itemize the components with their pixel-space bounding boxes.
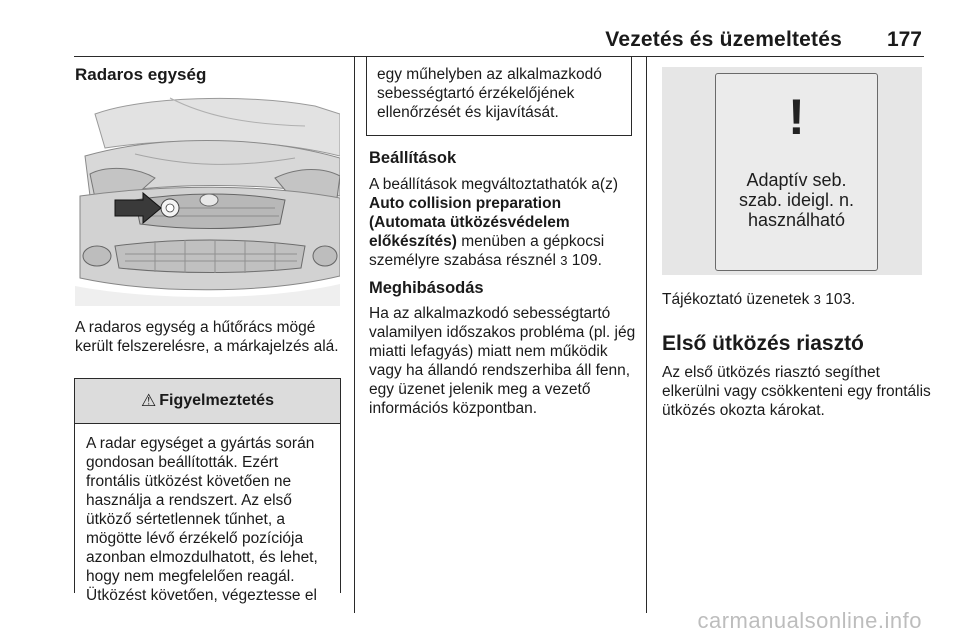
info-messages-ref-text: Tájékoztató üzenetek: [662, 291, 814, 308]
settings-text: [369, 175, 639, 270]
car-front-illustration: [75, 96, 340, 306]
warning-title: Figyelmeztetés: [159, 392, 274, 409]
warning-continued-text: egy műhelyben az alkalmazkodó sebességtartó érzékelőjének ellenőrzését és kijavítását.: [377, 66, 602, 121]
settings-page-ref: 109.: [567, 252, 602, 269]
fault-heading: Meghibásodás: [369, 279, 484, 297]
settings-text-after: menüben a gépkocsi személyre szabása résznél: [369, 233, 605, 269]
display-screen: [715, 73, 878, 271]
page-ref-arrow-icon: 3: [813, 292, 821, 307]
warning-triangle-icon: ⚠: [141, 391, 157, 410]
driver-info-display-illustration: [662, 67, 922, 275]
watermark: carmanualsonline.info: [697, 608, 922, 633]
page-number: 177: [886, 28, 922, 51]
column-divider-right: [646, 57, 647, 613]
display-message-line-2: szab. ideigl. n.: [738, 190, 855, 210]
section-title-radar-unit: Radaros egység: [75, 65, 207, 84]
radar-unit-description: A radaros egység a hűtőrács mögé került felszerelésre, a márkajelzés alá.: [75, 319, 339, 355]
info-messages-page-ref: 103.: [820, 291, 856, 308]
settings-heading: Beállítások: [369, 149, 457, 167]
warning-header: [75, 379, 340, 424]
display-message-line-3: használható: [747, 210, 846, 230]
warning-body: A radar egységet a gyártás során gondosan beállították. Ezért frontális ütközést követően ne használja a rendszert. Az első ütköző sértetlennek tűnhet, a mögötte lévő érzékelő pozíciója azonban elmozdulhatott, és lehet, hogy nem megfelelően reagál. Ütközést követően, végeztesse el: [86, 435, 318, 604]
page-ref-arrow-icon: 3: [560, 253, 568, 268]
exclamation-icon: !: [788, 89, 805, 145]
warning-box: [74, 378, 341, 604]
display-message-line-1: Adaptív seb.: [746, 170, 847, 190]
warning-continued-box: [366, 57, 632, 136]
header-title: Vezetés és üzemeltetés: [605, 28, 842, 51]
forward-collision-alert-text: Az első ütközés riasztó segíthet elkerülni vagy csökkenteni egy frontális ütközés okozta károkat.: [662, 364, 931, 419]
settings-menu-name: Auto collision preparation (Automata ütközésvédelem előkészítés): [369, 195, 570, 250]
info-messages-reference: [662, 291, 855, 309]
display-message: [716, 170, 877, 230]
settings-text-intro: A beállítások megváltoztathatók a(z): [369, 176, 618, 193]
fault-text: Ha az alkalmazkodó sebességtartó valamilyen időszakos probléma (pl. jég miatti lefagyás) miatt nem működik vagy ha állandó rendszerhiba áll fenn, egy üzenet jelenik meg a vezető információs központban.: [369, 305, 636, 417]
column-divider-left: [354, 57, 355, 613]
forward-collision-alert-heading: Első ütközés riasztó: [662, 332, 864, 355]
